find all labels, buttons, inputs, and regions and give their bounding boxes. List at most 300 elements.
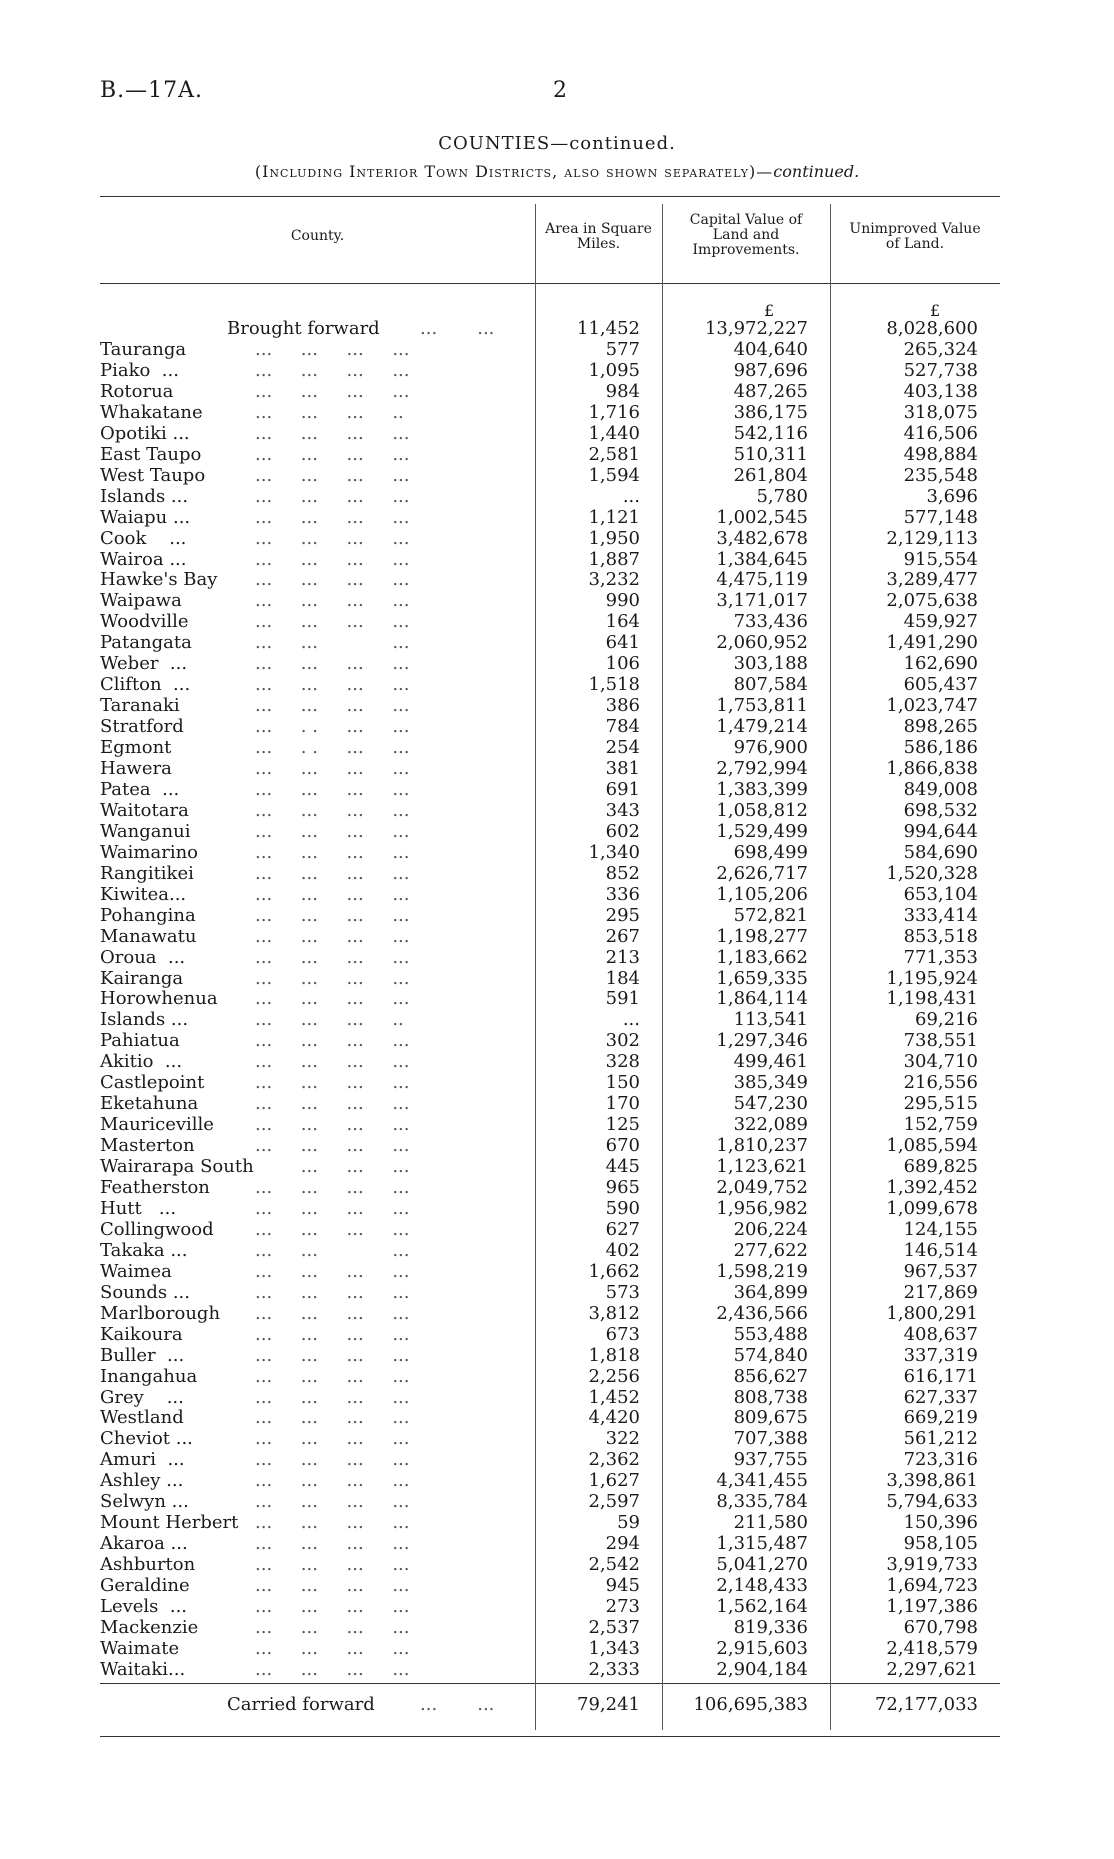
area-square-miles: 184 (605, 968, 640, 989)
unimproved-value: 416,506 (903, 423, 978, 444)
leader-dots: ... ... ... ... (255, 695, 410, 716)
leader-dots: ... ... ... (255, 632, 410, 653)
capital-value: 4,341,455 (716, 1470, 808, 1491)
unimproved-value: 1,198,431 (886, 988, 978, 1009)
county-name: Kaikoura (100, 1324, 183, 1345)
page-number: 2 (553, 78, 567, 103)
unimproved-value: 994,644 (903, 821, 978, 842)
area-square-miles: 273 (605, 1596, 640, 1617)
carried-forward-area: 79,241 (577, 1694, 640, 1715)
capital-value: 1,384,645 (716, 549, 808, 570)
capital-value: 3,171,017 (716, 590, 808, 611)
capital-value: 1,002,545 (716, 507, 808, 528)
leader-dots: ... ... ... ... (255, 1387, 410, 1408)
area-square-miles: 322 (605, 1428, 640, 1449)
area-square-miles: 1,887 (588, 549, 640, 570)
unimproved-value: 2,075,638 (886, 590, 978, 611)
capital-value: 1,562,164 (716, 1596, 808, 1617)
unimproved-value: 1,085,594 (886, 1135, 978, 1156)
county-name: Sounds ... (100, 1282, 190, 1303)
column-header-county: County. (290, 228, 345, 244)
leader-dots: ... ... ... ... (255, 1219, 410, 1240)
unimproved-value: 698,532 (903, 800, 978, 821)
area-square-miles: 945 (605, 1575, 640, 1596)
county-name: Westland (100, 1407, 184, 1428)
leader-dots: ... ... ... ... (255, 1282, 410, 1303)
capital-value: 1,753,811 (716, 695, 808, 716)
capital-value: 1,383,399 (716, 779, 808, 800)
area-square-miles: 343 (605, 800, 640, 821)
leader-dots: ... ... ... ... (255, 1303, 410, 1324)
area-square-miles: 254 (605, 737, 640, 758)
area-square-miles: 1,627 (588, 1470, 640, 1491)
capital-value: 807,584 (733, 674, 808, 695)
unimproved-value: 3,696 (926, 486, 978, 507)
leader-dots: ... ... ... ... (255, 1407, 410, 1428)
capital-value: 2,049,752 (716, 1177, 808, 1198)
area-square-miles: 213 (605, 947, 640, 968)
unimproved-value: 235,548 (903, 465, 978, 486)
area-header-line: Area in Square (545, 221, 652, 237)
unimproved-value: 527,738 (903, 360, 978, 381)
capital-value: 698,499 (733, 842, 808, 863)
area-square-miles: 673 (605, 1324, 640, 1345)
leader-dots: ... ... ... ... (255, 1617, 410, 1638)
capital-value: 1,956,982 (716, 1198, 808, 1219)
capital-value: 1,297,346 (716, 1030, 808, 1051)
county-name: Eketahuna (100, 1093, 199, 1114)
county-name: Takaka ... (100, 1240, 188, 1261)
capital-value: 1,864,114 (716, 988, 808, 1009)
unimproved-value: 967,537 (903, 1261, 978, 1282)
county-name: Waipawa (100, 590, 182, 611)
leader-dots: ... ... ... (255, 1156, 410, 1177)
leader-dots: ... ... ... ... (255, 1575, 410, 1596)
capital-value: 2,792,994 (716, 758, 808, 779)
leader-dots: ... ... ... ... (255, 528, 410, 549)
area-square-miles: 1,518 (588, 674, 640, 695)
leader-dots: ... ... ... ... (255, 1135, 410, 1156)
capital-value: 5,780 (756, 486, 808, 507)
capital-value: 8,335,784 (716, 1491, 808, 1512)
leader-dots: ... ... ... ... (255, 444, 410, 465)
area-square-miles: 2,597 (588, 1491, 640, 1512)
capital-header-line: Land and (712, 227, 780, 243)
area-square-miles: 3,232 (588, 569, 640, 590)
carried-forward-leaders: ... ... (420, 1694, 495, 1715)
area-square-miles: 1,340 (588, 842, 640, 863)
unimproved-value: 2,129,113 (886, 528, 978, 549)
unimproved-value: 915,554 (903, 549, 978, 570)
county-name: Featherston (100, 1177, 210, 1198)
area-square-miles: 2,581 (588, 444, 640, 465)
leader-dots: ... ... ... ... (255, 507, 410, 528)
area-square-miles: 691 (605, 779, 640, 800)
area-square-miles: 295 (605, 905, 640, 926)
area-square-miles: 984 (605, 381, 640, 402)
total-rule (100, 1683, 1000, 1684)
leader-dots: ... . . ... ... (255, 716, 410, 737)
capital-value: 510,311 (733, 444, 808, 465)
area-square-miles: 267 (605, 926, 640, 947)
unimproved-value: 1,392,452 (886, 1177, 978, 1198)
brought-forward-label: Brought forward (227, 318, 380, 339)
leader-dots: ... ... ... ... (255, 884, 410, 905)
capital-value: 1,315,487 (716, 1533, 808, 1554)
county-name: Levels ... (100, 1596, 188, 1617)
unimproved-value: 853,518 (903, 926, 978, 947)
area-square-miles: 965 (605, 1177, 640, 1198)
unimproved-value: 3,289,477 (886, 569, 978, 590)
capital-value: 542,116 (733, 423, 808, 444)
county-name: Clifton ... (100, 674, 191, 695)
unimproved-value: 3,919,733 (886, 1554, 978, 1575)
area-square-miles: 591 (605, 988, 640, 1009)
unimproved-value: 771,353 (903, 947, 978, 968)
unimproved-value: 304,710 (903, 1051, 978, 1072)
county-name: Akitio ... (100, 1051, 183, 1072)
unimproved-value: 1,099,678 (886, 1198, 978, 1219)
capital-value: 819,336 (733, 1617, 808, 1638)
leader-dots: ... ... ... ... (255, 968, 410, 989)
county-name: Geraldine (100, 1575, 190, 1596)
leader-dots: ... ... ... ... (255, 549, 410, 570)
column-header-area (535, 222, 662, 252)
leader-dots: ... ... ... ... (255, 821, 410, 842)
unimproved-value: 1,491,290 (886, 632, 978, 653)
capital-value: 856,627 (733, 1366, 808, 1387)
capital-value: 2,060,952 (716, 632, 808, 653)
unimproved-value: 898,265 (903, 716, 978, 737)
unimproved-value: 616,171 (903, 1366, 978, 1387)
carried-forward-label: Carried forward (227, 1694, 375, 1715)
leader-dots: ... ... ... ... (255, 590, 410, 611)
unimproved-value: 2,418,579 (886, 1638, 978, 1659)
county-name: Opotiki ... (100, 423, 190, 444)
capital-value: 499,461 (733, 1051, 808, 1072)
leader-dots: ... ... ... ... (255, 1366, 410, 1387)
unimproved-header-line: of Land. (885, 236, 945, 252)
area-square-miles: 602 (605, 821, 640, 842)
capital-value: 1,810,237 (716, 1135, 808, 1156)
area-square-miles: 990 (605, 590, 640, 611)
unimproved-value: 124,155 (903, 1219, 978, 1240)
leader-dots: ... ... ... ... (255, 1428, 410, 1449)
currency-symbol-unimproved: £ (930, 301, 941, 320)
county-name: Patangata (100, 632, 192, 653)
unimproved-value: 958,105 (903, 1533, 978, 1554)
carried-forward-unimproved: 72,177,033 (874, 1694, 978, 1715)
capital-value: 707,388 (733, 1428, 808, 1449)
capital-value: 322,089 (733, 1114, 808, 1135)
leader-dots: ... ... ... ... (255, 1491, 410, 1512)
area-square-miles: 641 (605, 632, 640, 653)
capital-value: 4,475,119 (716, 569, 808, 590)
area-square-miles: 2,362 (588, 1449, 640, 1470)
unimproved-value: 146,514 (903, 1240, 978, 1261)
area-square-miles: ... (622, 486, 640, 507)
leader-dots: ... ... ... ... (255, 1512, 410, 1533)
capital-value: 211,580 (733, 1512, 808, 1533)
unimproved-value: 670,798 (903, 1617, 978, 1638)
area-header-line: Miles. (576, 236, 621, 252)
area-square-miles: 1,095 (588, 360, 640, 381)
capital-value: 303,188 (733, 653, 808, 674)
capital-value: 572,821 (733, 905, 808, 926)
column-header-unimproved-value (830, 222, 1000, 252)
county-name: Amuri ... (100, 1449, 185, 1470)
county-name: Pahiatua (100, 1030, 180, 1051)
area-square-miles: 590 (605, 1198, 640, 1219)
capital-value: 5,041,270 (716, 1554, 808, 1575)
capital-value: 987,696 (733, 360, 808, 381)
county-name: East Taupo (100, 444, 202, 465)
unimproved-header-line: Unimproved Value (849, 221, 981, 237)
capital-value: 386,175 (733, 402, 808, 423)
county-name: Piako ... (100, 360, 179, 381)
unimproved-value: 1,800,291 (886, 1303, 978, 1324)
area-square-miles: 59 (617, 1512, 640, 1533)
county-name: Pohangina (100, 905, 196, 926)
unimproved-value: 295,515 (903, 1093, 978, 1114)
county-name: Cheviot ... (100, 1428, 193, 1449)
county-name: Selwyn ... (100, 1491, 189, 1512)
leader-dots: ... ... ... ... (255, 988, 410, 1009)
document-reference: B.—17A. (100, 78, 204, 103)
county-name: Islands ... (100, 486, 189, 507)
subtitle-continued: continued. (773, 162, 860, 181)
county-name: Ashburton (100, 1554, 196, 1575)
leader-dots: ... ... ... ... (255, 1177, 410, 1198)
area-square-miles: 386 (605, 695, 640, 716)
leader-dots: ... ... ... ... (255, 1093, 410, 1114)
area-square-miles: 445 (605, 1156, 640, 1177)
leader-dots: ... ... ... ... (255, 611, 410, 632)
county-name: Inangahua (100, 1366, 198, 1387)
county-name: Islands ... (100, 1009, 189, 1030)
capital-value: 574,840 (733, 1345, 808, 1366)
area-square-miles: 1,121 (588, 507, 640, 528)
county-name: Hawera (100, 758, 172, 779)
county-name: Waimea (100, 1261, 172, 1282)
area-square-miles: 2,542 (588, 1554, 640, 1575)
area-square-miles: 670 (605, 1135, 640, 1156)
area-square-miles: 170 (605, 1093, 640, 1114)
leader-dots: ... ... ... ... (255, 1345, 410, 1366)
area-square-miles: 852 (605, 863, 640, 884)
county-name: Hawke's Bay (100, 569, 218, 590)
capital-header-line: Improvements. (692, 242, 800, 258)
capital-value: 553,488 (733, 1324, 808, 1345)
area-square-miles: 1,594 (588, 465, 640, 486)
county-name: Hutt ... (100, 1198, 177, 1219)
header-bottom-rule (100, 283, 1000, 284)
county-name: Kiwitea... (100, 884, 187, 905)
area-square-miles: 1,343 (588, 1638, 640, 1659)
unimproved-value: 738,551 (903, 1030, 978, 1051)
county-name: Wanganui (100, 821, 191, 842)
carried-forward-capital: 106,695,383 (693, 1694, 808, 1715)
capital-value: 1,479,214 (716, 716, 808, 737)
capital-value: 1,105,206 (716, 884, 808, 905)
leader-dots: ... ... ... ... (255, 1659, 410, 1680)
capital-value: 261,804 (733, 465, 808, 486)
brought-forward-area: 11,452 (577, 318, 640, 339)
county-name: Waitotara (100, 800, 189, 821)
leader-dots: ... ... ... ... (255, 1324, 410, 1345)
area-square-miles: 328 (605, 1051, 640, 1072)
area-square-miles: 1,452 (588, 1387, 640, 1408)
unimproved-value: 265,324 (903, 339, 978, 360)
area-square-miles: 1,818 (588, 1345, 640, 1366)
county-name: Collingwood (100, 1219, 214, 1240)
county-name: Rangitikei (100, 863, 194, 884)
county-name: Patea ... (100, 779, 180, 800)
unimproved-value: 1,023,747 (886, 695, 978, 716)
unimproved-value: 5,794,633 (886, 1491, 978, 1512)
unimproved-value: 1,195,924 (886, 968, 978, 989)
leader-dots: ... ... ... ... (255, 1198, 410, 1219)
unimproved-value: 459,927 (903, 611, 978, 632)
capital-value: 1,529,499 (716, 821, 808, 842)
county-name: Stratford (100, 716, 184, 737)
leader-dots: ... ... ... ... (255, 1114, 410, 1135)
area-square-miles: 2,256 (588, 1366, 640, 1387)
leader-dots: ... ... ... ... (255, 1030, 410, 1051)
unimproved-value: 561,212 (903, 1428, 978, 1449)
county-name: Rotorua (100, 381, 174, 402)
leader-dots: ... ... ... ... (255, 486, 410, 507)
leader-dots: ... . . ... ... (255, 737, 410, 758)
unimproved-value: 586,186 (903, 737, 978, 758)
unimproved-value: 408,637 (903, 1324, 978, 1345)
county-name: Wairarapa South (100, 1156, 254, 1177)
county-name: Manawatu (100, 926, 197, 947)
unimproved-value: 605,437 (903, 674, 978, 695)
county-name: Grey ... (100, 1387, 184, 1408)
unimproved-value: 1,197,386 (886, 1596, 978, 1617)
capital-value: 809,675 (733, 1407, 808, 1428)
unimproved-value: 689,825 (903, 1156, 978, 1177)
capital-value: 487,265 (733, 381, 808, 402)
capital-value: 2,915,603 (716, 1638, 808, 1659)
unimproved-value: 318,075 (903, 402, 978, 423)
county-name: Mauriceville (100, 1114, 214, 1135)
area-square-miles: 294 (605, 1533, 640, 1554)
leader-dots: ... ... ... ... (255, 863, 410, 884)
county-name: Castlepoint (100, 1072, 205, 1093)
county-name: Akaroa ... (100, 1533, 188, 1554)
capital-value: 2,436,566 (716, 1303, 808, 1324)
capital-value: 385,349 (733, 1072, 808, 1093)
page-title: COUNTIES—continued. (438, 133, 676, 154)
county-name: Tauranga (100, 339, 187, 360)
area-square-miles: ... (622, 1009, 640, 1030)
capital-value: 1,058,812 (716, 800, 808, 821)
county-name: Horowhenua (100, 988, 218, 1009)
leader-dots: ... ... ... ... (255, 674, 410, 695)
county-name: Waiapu ... (100, 507, 191, 528)
currency-symbol-capital: £ (764, 301, 775, 320)
area-square-miles: 1,662 (588, 1261, 640, 1282)
leader-dots: ... ... ... ... (255, 1072, 410, 1093)
county-name: Marlborough (100, 1303, 221, 1324)
column-header-capital-value (662, 213, 830, 258)
county-name: Masterton (100, 1135, 195, 1156)
county-name: Mount Herbert (100, 1512, 239, 1533)
area-square-miles: 1,716 (588, 402, 640, 423)
capital-value: 937,755 (733, 1449, 808, 1470)
area-square-miles: 2,537 (588, 1617, 640, 1638)
unimproved-value: 498,884 (903, 444, 978, 465)
area-square-miles: 627 (605, 1219, 640, 1240)
unimproved-value: 627,337 (903, 1387, 978, 1408)
unimproved-value: 3,398,861 (886, 1470, 978, 1491)
leader-dots: ... ... ... ... (255, 926, 410, 947)
unimproved-value: 669,219 (903, 1407, 978, 1428)
capital-value: 206,224 (733, 1219, 808, 1240)
leader-dots: ... ... ... ... (255, 758, 410, 779)
area-square-miles: 4,420 (588, 1407, 640, 1428)
area-square-miles: 1,440 (588, 423, 640, 444)
area-square-miles: 2,333 (588, 1659, 640, 1680)
leader-dots: ... ... ... ... (255, 381, 410, 402)
county-name: Waimate (100, 1638, 180, 1659)
subtitle-main: (Including Interior Town Districts, also shown separately)— (254, 162, 774, 181)
unimproved-value: 849,008 (903, 779, 978, 800)
leader-dots: ... ... ... ... (255, 465, 410, 486)
unimproved-value: 217,869 (903, 1282, 978, 1303)
unimproved-value: 2,297,621 (886, 1659, 978, 1680)
county-name: Kairanga (100, 968, 184, 989)
leader-dots: ... ... ... ... (255, 1261, 410, 1282)
unimproved-value: 152,759 (903, 1114, 978, 1135)
leader-dots: ... ... ... ... (255, 947, 410, 968)
unimproved-value: 653,104 (903, 884, 978, 905)
area-square-miles: 336 (605, 884, 640, 905)
area-square-miles: 3,812 (588, 1303, 640, 1324)
capital-value: 404,640 (733, 339, 808, 360)
county-name: Whakatane (100, 402, 203, 423)
county-name: Taranaki (100, 695, 180, 716)
unimproved-value: 1,866,838 (886, 758, 978, 779)
area-square-miles: 402 (605, 1240, 640, 1261)
area-square-miles: 784 (605, 716, 640, 737)
unimproved-value: 1,694,723 (886, 1575, 978, 1596)
header-top-rule (100, 196, 1000, 197)
capital-value: 547,230 (733, 1093, 808, 1114)
capital-value: 277,622 (733, 1240, 808, 1261)
county-name: West Taupo (100, 465, 206, 486)
leader-dots: ... ... ... ... (255, 569, 410, 590)
leader-dots: ... ... ... ... (255, 1596, 410, 1617)
capital-value: 1,198,277 (716, 926, 808, 947)
county-name: Buller ... (100, 1345, 185, 1366)
capital-value: 1,183,662 (716, 947, 808, 968)
unimproved-value: 577,148 (903, 507, 978, 528)
brought-forward-unimproved: 8,028,600 (886, 318, 978, 339)
county-name: Woodville (100, 611, 189, 632)
unimproved-value: 337,319 (903, 1345, 978, 1366)
area-square-miles: 1,950 (588, 528, 640, 549)
county-name: Cook ... (100, 528, 187, 549)
leader-dots: ... ... ... .. (255, 402, 404, 423)
leader-dots: ... ... ... ... (255, 360, 410, 381)
capital-value: 2,148,433 (716, 1575, 808, 1596)
capital-value: 113,541 (733, 1009, 808, 1030)
leader-dots: ... ... ... ... (255, 339, 410, 360)
leader-dots: ... ... ... ... (255, 1533, 410, 1554)
